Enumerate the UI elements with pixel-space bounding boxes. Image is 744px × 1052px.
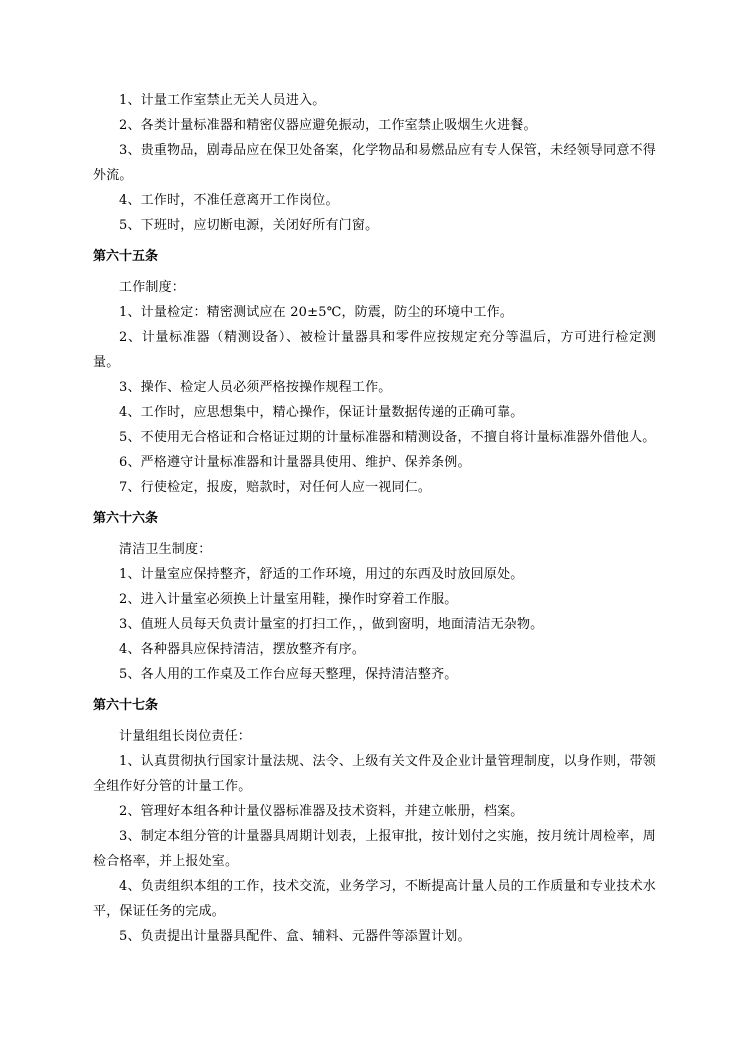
list-item: 5、负责提出计量器具配件、盒、辅料、元器件等添置计划。 — [119, 929, 471, 944]
list-item: 2、进入计量室必须换上计量室用鞋，操作时穿着工作服。 — [119, 592, 458, 607]
list-item: 7、行使检定，报废，赔款时，对任何人应一视同仁。 — [119, 480, 432, 495]
intro-item: 4、工作时，不准任意离开工作岗位。 — [119, 193, 339, 208]
intro-list — [93, 88, 656, 238]
list-item: 4、工作时，应思想集中，精心操作，保证计量数据传递的正确可靠。 — [119, 405, 524, 420]
section-subtitle: 清洁卫生制度： — [119, 542, 212, 557]
section-article-65 — [93, 244, 656, 500]
list-item: 2、计量标准器（精测设备）、被检计量器具和零件应按规定充分等温后，方可进行检定测量。 — [93, 330, 656, 370]
list-item: 3、操作、检定人员必须严格按操作规程工作。 — [119, 380, 392, 395]
list-item: 3、值班人员每天负责计量室的打扫工作，，做到窗明，地面清洁无杂物。 — [119, 617, 544, 632]
list-item: 1、计量室应保持整齐，舒适的工作环境，用过的东西及时放回原处。 — [119, 567, 524, 582]
list-item: 4、各种器具应保持清洁，摆放整齐有序。 — [119, 642, 366, 657]
list-item: 6、严格遵守计量标准器和计量器具使用、维护、保养条例。 — [119, 455, 471, 470]
list-item: 1、认真贯彻执行国家计量法规、法令、上级有关文件及企业计量管理制度，以身作则，带领全组作好分管的计量工作。 — [93, 754, 656, 794]
intro-item: 2、各类计量标准器和精密仪器应避免振动，工作室禁止吸烟生火进餐。 — [119, 118, 537, 133]
list-item: 2、管理好本组各种计量仪器标准器及技术资料，并建立帐册，档案。 — [119, 804, 524, 819]
intro-item: 1、计量工作室禁止无关人员进入。 — [119, 93, 326, 108]
section-subtitle: 计量组组长岗位责任： — [119, 729, 252, 744]
list-item: 3、制定本组分管的计量器具周期计划表，上报审批，按计划付之实施，按月统计周检率，周检合格率，并上报处室。 — [93, 829, 656, 869]
section-article-67 — [93, 693, 656, 949]
article-heading: 第六十七条 — [93, 698, 159, 713]
list-item: 4、负责组织本组的工作，技术交流，业务学习，不断提高计量人员的工作质量和专业技术水平，保证任务的完成。 — [93, 879, 656, 919]
list-item: 5、各人用的工作桌及工作台应每天整理，保持清洁整齐。 — [119, 667, 458, 682]
section-article-66 — [93, 506, 656, 687]
list-item: 5、不使用无合格证和合格证过期的计量标准器和精测设备，不擅自将计量标准器外借他人。 — [119, 430, 656, 445]
intro-item: 5、下班时，应切断电源，关闭好所有门窗。 — [119, 218, 379, 233]
article-heading: 第六十五条 — [93, 249, 159, 264]
list-item: 1、计量检定：精密测试应在 20±5℃，防震，防尘的环境中工作。 — [119, 305, 514, 320]
section-subtitle: 工作制度： — [119, 280, 186, 295]
intro-item: 3、贵重物品，剧毒品应在保卫处备案，化学物品和易燃品应有专人保管，未经领导同意不得外流。 — [93, 143, 656, 183]
article-heading: 第六十六条 — [93, 511, 159, 526]
